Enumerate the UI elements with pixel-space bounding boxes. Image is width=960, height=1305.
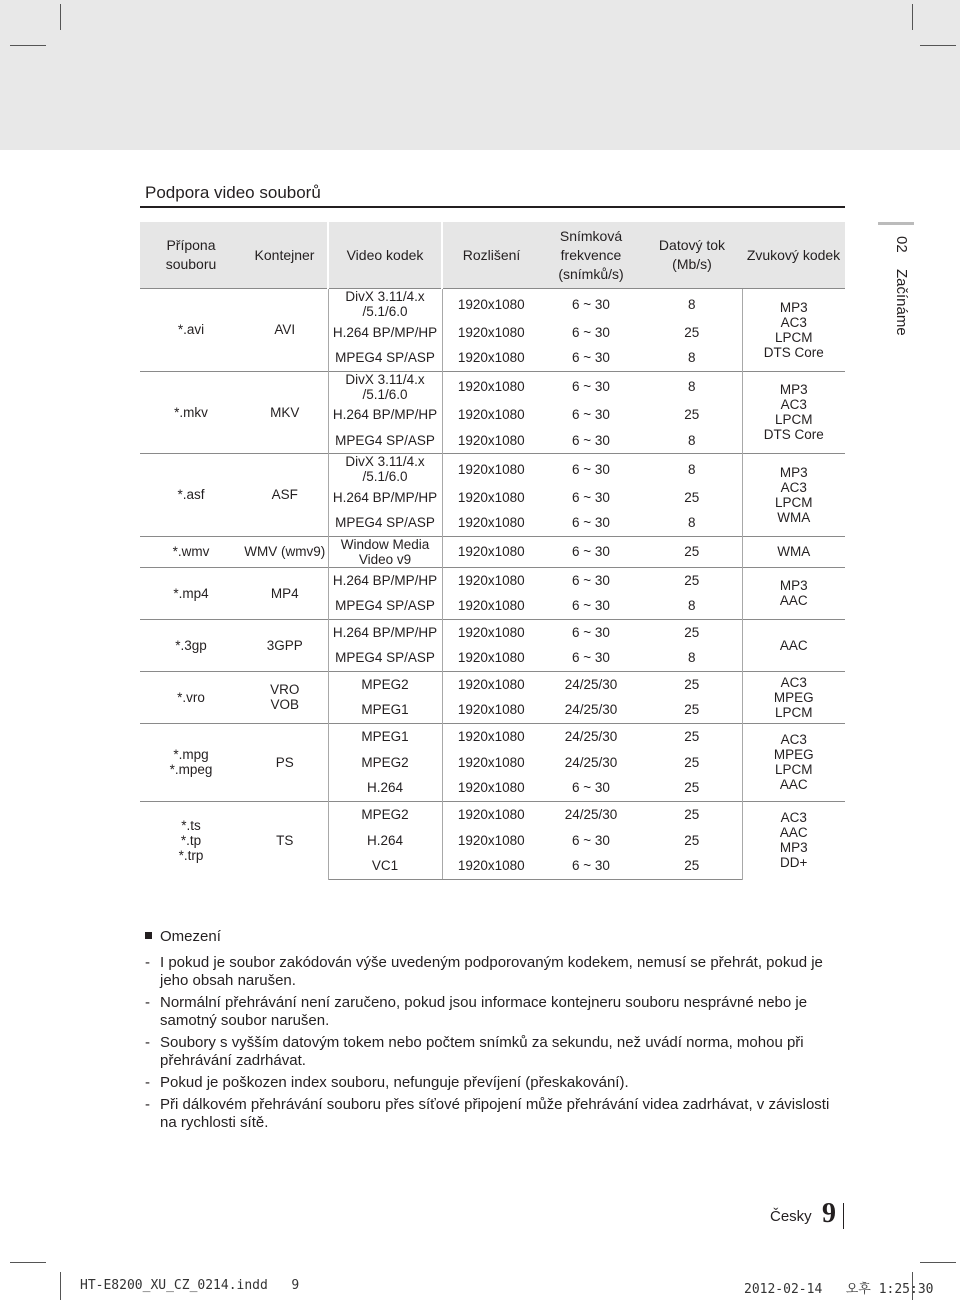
cell-resolution: 1920x1080 — [442, 289, 540, 320]
cell-video-codec: MPEG2 — [328, 749, 442, 775]
cell-frame-rate: 6 ~ 30 — [572, 324, 610, 340]
footer-divider — [843, 1203, 844, 1229]
side-tab-bar — [878, 222, 914, 225]
crop-mark — [10, 45, 46, 46]
cell-resolution: 1920x1080 — [457, 598, 525, 614]
print-date-info: 2012-02-14 오후 1:25:30 — [744, 1282, 934, 1297]
cell-video-codec: H.264 BP/MP/HP — [328, 319, 442, 345]
table-row — [140, 289, 845, 320]
cell-frame-rate: 24/25/30 — [564, 702, 618, 718]
header-audio-codec: Zvukový kodek — [742, 222, 845, 289]
cell-video-codec: MPEG1 — [328, 697, 442, 723]
cell-bitrate: 25 — [684, 489, 700, 505]
cell-bitrate: 25 — [642, 853, 742, 879]
cell-frame-rate: 6 ~ 30 — [540, 536, 642, 567]
cell-audio-codec: AC3 AAC MP3 DD+ — [742, 801, 845, 879]
cell-container: WMV (wmv9) — [242, 536, 328, 567]
cell-resolution: 1920x1080 — [442, 536, 540, 567]
cell-video-codec: MPEG4 SP/ASP — [328, 645, 442, 671]
cell-extension: *.mkv — [140, 371, 242, 454]
print-file-info: HT-E8200_XU_CZ_0214.indd 9 — [80, 1278, 300, 1293]
cell-video-codec: H.264 BP/MP/HP — [328, 567, 442, 593]
notes-list — [145, 954, 845, 1132]
header-resolution: Rozlišení — [442, 222, 540, 289]
cell-resolution: 1920x1080 — [457, 407, 525, 422]
cell-frame-rate: 6 ~ 30 — [572, 515, 610, 531]
cell-audio-codec: MP3 AC3 LPCM DTS Core — [742, 371, 845, 454]
cell-resolution: 1920x1080 — [457, 489, 525, 505]
crop-mark — [912, 4, 913, 30]
cell-video-codec: H.264 BP/MP/HP — [328, 619, 442, 645]
cell-frame-rate: 6 ~ 30 — [572, 598, 610, 614]
cell-bitrate: 8 — [687, 650, 696, 666]
cell-resolution: 1920x1080 — [457, 832, 525, 848]
cell-bitrate: 25 — [642, 671, 742, 697]
cell-audio-codec: MP3 AC3 LPCM DTS Core — [742, 289, 845, 372]
cell-frame-rate: 6 ~ 30 — [572, 650, 610, 666]
cell-resolution: 1920x1080 — [457, 324, 525, 340]
cell-resolution: 1920x1080 — [442, 619, 540, 645]
header-bitrate: Datový tok (Mb/s) — [642, 222, 742, 289]
table-row — [140, 371, 845, 402]
cell-audio-codec: WMA — [742, 536, 845, 567]
cell-resolution: 1920x1080 — [457, 350, 525, 366]
cell-resolution: 1920x1080 — [442, 371, 540, 402]
cell-video-codec: H.264 BP/MP/HP — [328, 402, 442, 428]
cell-video-codec: MPEG1 — [328, 723, 442, 749]
cell-resolution: 1920x1080 — [442, 723, 540, 749]
crop-mark — [10, 1262, 46, 1263]
cell-bitrate: 25 — [684, 832, 700, 848]
cell-bitrate: 25 — [684, 324, 700, 340]
cell-video-codec: DivX 3.11/4.x /5.1/6.0 — [328, 289, 442, 320]
cell-bitrate: 8 — [687, 432, 696, 448]
cell-container: AVI — [242, 289, 328, 372]
page-number: 9 — [822, 1198, 836, 1229]
cell-frame-rate: 6 ~ 30 — [540, 619, 642, 645]
crop-mark — [60, 4, 61, 30]
restrictions-notes — [145, 928, 845, 1136]
header-container: Kontejner — [242, 222, 328, 289]
square-bullet-icon — [145, 932, 152, 939]
cell-frame-rate: 6 ~ 30 — [540, 454, 642, 485]
notes-title: Omezení — [160, 928, 221, 945]
cell-extension: *.mpg *.mpeg — [140, 723, 242, 801]
cell-frame-rate: 24/25/30 — [540, 801, 642, 827]
cell-resolution: 1920x1080 — [442, 671, 540, 697]
crop-mark — [60, 1272, 61, 1300]
cell-bitrate: 25 — [642, 801, 742, 827]
cell-audio-codec: MP3 AAC — [742, 567, 845, 619]
cell-container: 3GPP — [242, 619, 328, 671]
header-frame-rate: Snímková frekvence (snímků/s) — [540, 222, 642, 289]
cell-resolution: 1920x1080 — [457, 754, 525, 770]
cell-frame-rate: 24/25/30 — [540, 723, 642, 749]
cell-bitrate: 8 — [642, 454, 742, 485]
cell-bitrate: 8 — [642, 289, 742, 320]
table-row — [140, 536, 845, 567]
cell-resolution: 1920x1080 — [442, 801, 540, 827]
cell-bitrate: 25 — [684, 407, 700, 422]
cell-container: TS — [242, 801, 328, 879]
cell-frame-rate: 6 ~ 30 — [572, 407, 610, 422]
note-item: - Soubory s vyšším datovým tokem nebo počtem snímků za sekundu, než uvádí norma, mohou při přehrávání zadrhávat. — [145, 1034, 804, 1069]
footer-language: Česky — [770, 1208, 812, 1225]
crop-mark — [920, 1262, 956, 1263]
side-tab-label: Začínáme — [893, 268, 910, 336]
cell-resolution: 1920x1080 — [457, 702, 525, 718]
table-row — [140, 723, 845, 749]
video-support-table — [140, 222, 845, 880]
cell-video-codec: VC1 — [328, 853, 442, 879]
side-tab-number: 02 — [893, 236, 910, 253]
cell-frame-rate: 6 ~ 30 — [572, 489, 610, 505]
cell-video-codec: H.264 BP/MP/HP — [328, 484, 442, 510]
cell-container: MP4 — [242, 567, 328, 619]
cell-frame-rate: 6 ~ 30 — [572, 780, 610, 796]
cell-video-codec: MPEG4 SP/ASP — [328, 593, 442, 619]
cell-frame-rate: 6 ~ 30 — [540, 853, 642, 879]
cell-frame-rate: 24/25/30 — [540, 671, 642, 697]
note-item: - Při dálkovém přehrávání souboru přes síťové připojení může přehrávání videa zadrhávat, v závislosti na rychlosti sítě. — [145, 1096, 830, 1131]
table-row — [140, 801, 845, 827]
cell-frame-rate: 6 ~ 30 — [572, 832, 610, 848]
cell-video-codec: DivX 3.11/4.x /5.1/6.0 — [328, 371, 442, 402]
cell-bitrate: 25 — [684, 780, 700, 796]
cell-bitrate: 25 — [684, 754, 700, 770]
cell-resolution: 1920x1080 — [457, 515, 525, 531]
cell-frame-rate: 6 ~ 30 — [540, 289, 642, 320]
cell-video-codec: H.264 — [328, 775, 442, 801]
cell-bitrate: 25 — [642, 619, 742, 645]
cell-resolution: 1920x1080 — [457, 780, 525, 796]
cell-container: MKV — [242, 371, 328, 454]
cell-video-codec: MPEG4 SP/ASP — [328, 345, 442, 371]
table-row — [140, 567, 845, 593]
cell-bitrate: 25 — [642, 567, 742, 593]
table-row — [140, 671, 845, 697]
cell-audio-codec: AC3 MPEG LPCM — [742, 671, 845, 723]
table-row — [140, 619, 845, 645]
crop-mark — [920, 45, 956, 46]
section-rule — [140, 206, 845, 208]
cell-resolution: 1920x1080 — [442, 853, 540, 879]
cell-extension: *.asf — [140, 454, 242, 537]
header-video-codec: Video kodek — [328, 222, 442, 289]
cell-video-codec: DivX 3.11/4.x /5.1/6.0 — [328, 454, 442, 485]
cell-audio-codec: AC3 MPEG LPCM AAC — [742, 723, 845, 801]
cell-resolution: 1920x1080 — [457, 650, 525, 666]
cell-frame-rate: 6 ~ 30 — [572, 432, 610, 448]
cell-extension: *.vro — [140, 671, 242, 723]
cell-frame-rate: 6 ~ 30 — [540, 371, 642, 402]
cell-extension: *.avi — [140, 289, 242, 372]
cell-video-codec: MPEG4 SP/ASP — [328, 510, 442, 536]
cell-video-codec: MPEG4 SP/ASP — [328, 428, 442, 454]
cell-extension: *.mp4 — [140, 567, 242, 619]
cell-audio-codec: MP3 AC3 LPCM WMA — [742, 454, 845, 537]
cell-bitrate: 25 — [642, 536, 742, 567]
cell-audio-codec: AAC — [742, 619, 845, 671]
cell-container: ASF — [242, 454, 328, 537]
cell-video-codec: H.264 — [328, 827, 442, 853]
cell-container: PS — [242, 723, 328, 801]
cell-extension: *.3gp — [140, 619, 242, 671]
cell-bitrate: 25 — [684, 702, 700, 718]
cell-bitrate: 8 — [687, 515, 696, 531]
top-gray-band — [0, 0, 960, 150]
cell-bitrate: 25 — [642, 723, 742, 749]
cell-extension: *.wmv — [140, 536, 242, 567]
cell-extension: *.ts *.tp *.trp — [140, 801, 242, 879]
cell-frame-rate: 6 ~ 30 — [540, 567, 642, 593]
section-title: Podpora video souborů — [145, 183, 321, 202]
cell-video-codec: MPEG2 — [328, 671, 442, 697]
table-row — [140, 454, 845, 485]
note-item: - Normální přehrávání není zaručeno, pokud jsou informace kontejneru souboru nesprávné nebo je samotný soubor narušen. — [145, 994, 808, 1029]
cell-bitrate: 8 — [687, 598, 696, 614]
table-header-row — [140, 222, 845, 289]
cell-container: VRO VOB — [242, 671, 328, 723]
cell-bitrate: 8 — [642, 371, 742, 402]
cell-resolution: 1920x1080 — [457, 432, 525, 448]
cell-resolution: 1920x1080 — [442, 454, 540, 485]
cell-frame-rate: 24/25/30 — [564, 754, 618, 770]
cell-frame-rate: 6 ~ 30 — [572, 350, 610, 366]
cell-video-codec: Window Media Video v9 — [328, 536, 442, 567]
note-item: - Pokud je poškozen index souboru, nefunguje převíjení (přeskakování). — [145, 1074, 629, 1091]
side-tab-text — [880, 236, 910, 336]
cell-bitrate: 8 — [687, 350, 696, 366]
header-extension: Přípona souboru — [140, 222, 242, 289]
notes-heading — [145, 928, 845, 946]
cell-resolution: 1920x1080 — [442, 567, 540, 593]
cell-video-codec: MPEG2 — [328, 801, 442, 827]
note-item: - I pokud je soubor zakódován výše uvedeným podporovaným kodekem, nemusí se přehrát, pokud je jeho obsah narušen. — [145, 954, 823, 989]
